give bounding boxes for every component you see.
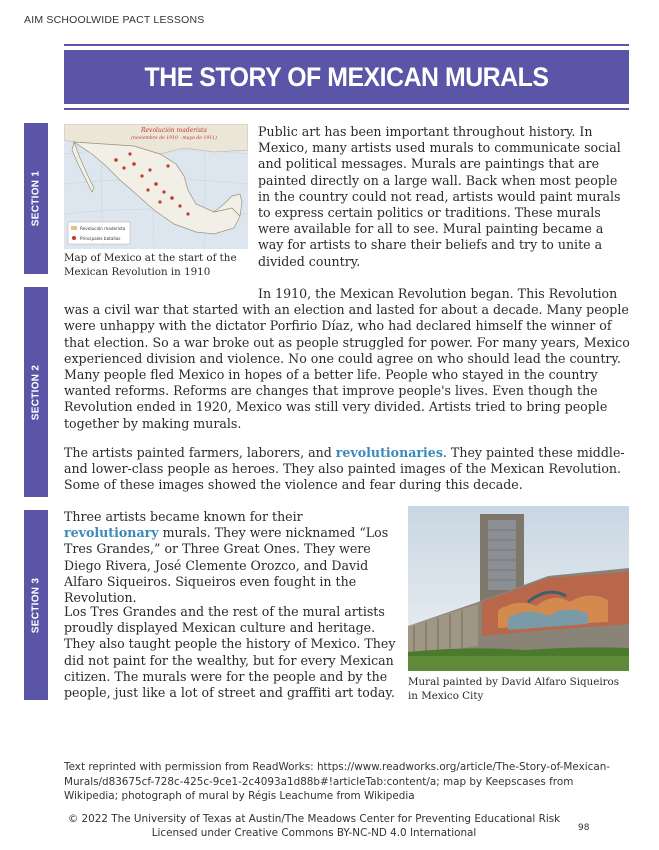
map-of-mexico [64, 124, 248, 249]
footer [64, 812, 564, 840]
section-2-paragraph-2-text-b: . They painted these middle- and lower-class people as heroes. They also painted images of the Mexican Revolution. Some of these images showed the violence and fear during this decade. [64, 445, 625, 493]
section-1-paragraph: Public art has been important throughout history. In Mexico, many artists used murals to communicate social and political messages. Murals are paintings that are painted directly on a large wall. Back when most people in the country could not read, artists would paint murals to express certain politics or traditions. These murals were available for all to see. Mural painting became a way for artists to share their beliefs and try to unite a divided country. [258, 124, 621, 269]
title-banner [64, 50, 629, 104]
mural-photo-caption: Mural painted by David Alfaro Siqueiros in Mexico City [408, 676, 620, 702]
section-3-paragraph-1-text-a: Three artists became known for their [64, 509, 303, 524]
section-3-paragraph-1-text-b: murals. They were nicknamed “Los Tres Grandes,” or Three Great Ones. They were Diego Rivera, José Clemente Orozco, and David Alfaro Siqueiros. Siqueiros even fought in the Revolution. [64, 525, 389, 606]
footer-license: Licensed under Creative Commons BY-NC-ND 4.0 International [151, 827, 477, 839]
section-3-paragraph-2: Los Tres Grandes and the rest of the mural artists proudly displayed Mexican culture and heritage. They also taught people the history of Mexico. They did not paint for the wealthy, but for every Mexican citizen. The murals were for the people and by the people, just like a lot of street and graffiti art today. [64, 604, 396, 701]
section-1-tab [24, 123, 48, 274]
section-2-label: SECTION 2 [30, 364, 42, 420]
section-3-label: SECTION 3 [30, 577, 42, 633]
vocab-word-revolutionaries: revolutionaries [335, 445, 443, 460]
page-number: 98 [578, 823, 590, 833]
title-rule-bottom [64, 108, 629, 110]
page-title: THE STORY OF MEXICAN MURALS [144, 61, 549, 92]
section-3-paragraph-1 [64, 509, 398, 606]
map-legend-line-2: Principales batallas [80, 236, 121, 241]
section-2-tab [24, 287, 48, 497]
map-caption: Map of Mexico at the start of the Mexican Revolution in 1910 [64, 252, 237, 278]
mural-photo [408, 506, 629, 671]
footer-copyright: © 2022 The University of Texas at Austin/The Meadows Center for Preventing Educational Risk [67, 813, 561, 825]
map-legend-line-1: Revolución maderista [80, 226, 126, 231]
section-1-label: SECTION 1 [30, 170, 42, 227]
section-2-paragraph-1: In 1910, the Mexican Revolution began. This Revolution was a civil war that started with an election and lasted for about a decade. Many people were unhappy with the dictator Porfirio Díaz, who had declared himself the winner of that election. So a war broke out as people struggled for power. For many years, Mexico experienced division and violence. No one could agree on who should lead the country. Many people fled Mexico in hopes of a better life. People who stayed in the country wanted reforms. Reforms are changes that improve people's lives. Even though the Revolution ended in 1920, Mexico was still very divided. Artists tried to bring people together by making murals. [64, 286, 630, 431]
header-label: AIM SCHOOLWIDE PACT LESSONS [24, 14, 205, 26]
map-title-line-1: Revolución maderista [140, 127, 208, 134]
section-2-paragraph-2-text-a: The artists painted farmers, laborers, and [64, 445, 336, 460]
title-rule-top [64, 44, 629, 46]
vocab-word-revolutionary: revolutionary [64, 525, 159, 541]
section-3-tab [24, 510, 48, 700]
section-2-paragraph-2 [64, 445, 630, 494]
credits-text: Text reprinted with permission from ReadWorks: https://www.readworks.org/article/The-Story-of-Mexican-Murals/d83675cf-728c-425c-9ce1-2c4093a1d88b#!articleTab:content/a; map by Keepscases from Wikipedia; photograph of mural by Régis Leachume from Wikipedia [64, 761, 611, 803]
map-title-line-2: (noviembre de 1910 - mayo de 1911) [131, 136, 217, 141]
